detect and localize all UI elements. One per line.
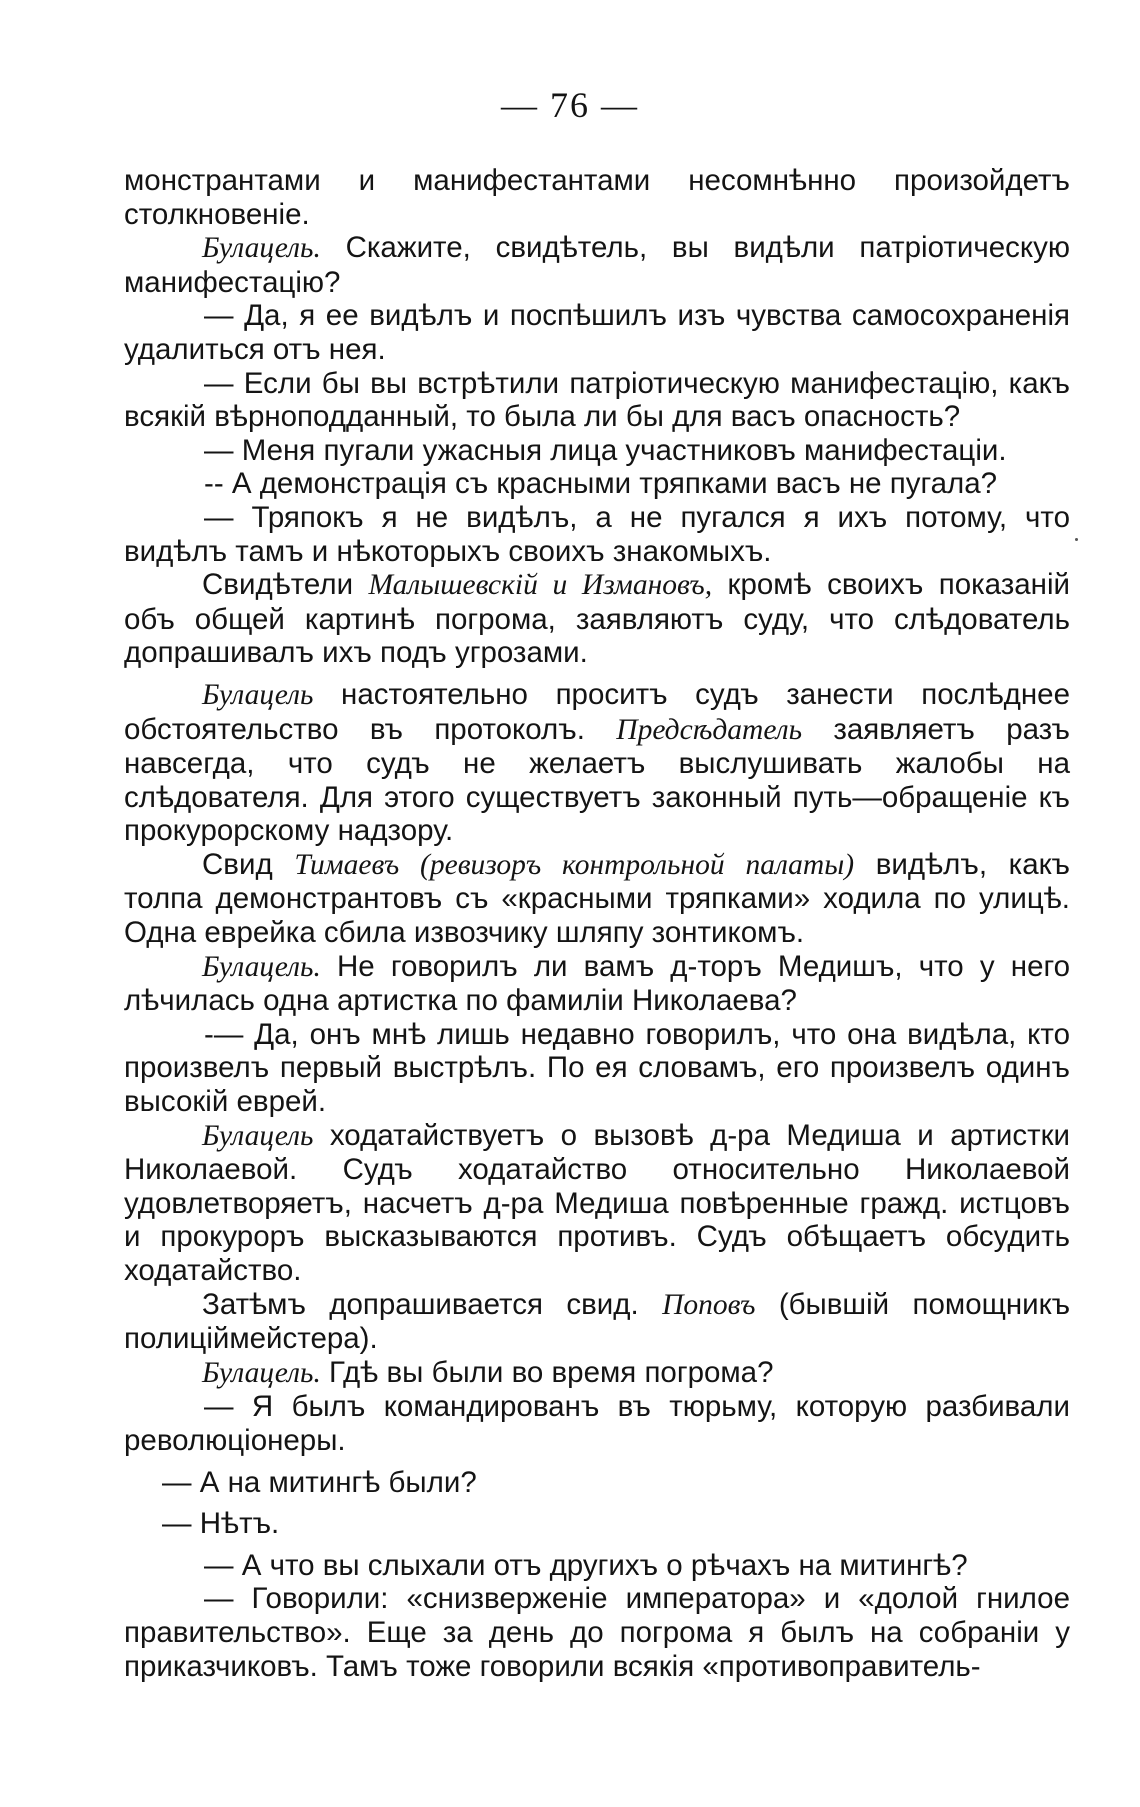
paragraph [124, 299, 1070, 366]
paragraph [124, 467, 1070, 501]
paragraph [124, 1507, 1070, 1541]
text-run: — Да, я ее видѣлъ и поспѣшилъ изъ чувства самосохраненія удалиться отъ нея. [124, 299, 1070, 366]
text-run: — Я былъ командированъ въ тюрьму, которую разбивали революціонеры. [124, 1390, 1070, 1457]
speaker-name: Булацель [202, 1119, 314, 1152]
text-run: заявляетъ разъ навсегда, что судъ не желаетъ выслушивать жалобы на слѣдователя. Для этого существуетъ законный путь—обращеніе къ прокурорскому надзору. [124, 712, 1070, 848]
witness-name: Поповъ [662, 1288, 756, 1321]
text-run: — А что вы слыхали отъ другихъ о рѣчахъ на митингѣ? [204, 1548, 968, 1582]
text-run: — Тряпокъ я не видѣлъ, а не пугался я ихъ потому, что видѣлъ тамъ и нѣкоторыхъ своихъ знакомыхъ. [124, 500, 1070, 568]
text-run: ходатайствуетъ о вызовѣ д-ра Медиша и артистки Николаевой. Судъ ходатайство относительно Николаевой удовлетворяетъ, насчетъ д-ра Медиша повѣренные гражд. истцовъ и прокуроръ высказываются противъ. Судъ обѣщаетъ обсудить ходатайство. [124, 1118, 1070, 1287]
speaker-name: Булацель. [202, 950, 321, 983]
text-run: Свидѣтели [202, 568, 369, 602]
paragraph [124, 1119, 1070, 1288]
text-run: Затѣмъ допрашивается свид. [202, 1287, 663, 1321]
paragraph [124, 1549, 1070, 1583]
text-run: Свид [202, 847, 295, 881]
paragraph-gap [124, 1458, 1070, 1466]
witness-name: Тимаевъ (ревизоръ контрольной палаты) [294, 848, 855, 881]
paragraph [124, 1390, 1070, 1457]
print-speck [1075, 538, 1078, 541]
paragraph-gap [124, 1499, 1070, 1507]
paragraph [124, 568, 1070, 670]
text-run: видѣлъ, какъ толпа демонстрантовъ съ «красными тряпками» ходила по улицѣ. Одна еврейка сбила извозчику шляпу зонтикомъ. [124, 847, 1070, 950]
text-run: — Нѣтъ. [162, 1507, 280, 1541]
paragraph [124, 164, 1070, 231]
text-run: настоятельно проситъ судъ занести послѣднее обстоятельство въ протоколъ. [124, 677, 1070, 746]
paragraph [124, 848, 1070, 950]
text-run: Не говорилъ ли вамъ д-торъ Медишъ, что у него лѣчилась одна артистка по фамиліи Николаева? [124, 949, 1070, 1018]
text-run: -- А демонстрація съ красными тряпками васъ не пугала? [204, 467, 998, 501]
paragraph [124, 1288, 1070, 1356]
paragraph [124, 950, 1070, 1018]
paragraph-gap [124, 1541, 1070, 1549]
speaker-name: Булацель. [202, 232, 321, 265]
paragraph [124, 231, 1070, 299]
paragraph [124, 1018, 1070, 1119]
text-run: (бывшій помощникъ полиціймейстера). [124, 1287, 1071, 1356]
speaker-name: Булацель [202, 678, 314, 711]
speaker-name: Булацель. [202, 1356, 321, 1389]
text-run: монстрантами и манифестантами несомнѣнно произойдетъ столкновеніе. [124, 164, 1070, 231]
paragraph [124, 1582, 1070, 1683]
paragraph [124, 367, 1070, 434]
page-number: — 76 — [501, 85, 639, 125]
paragraph [124, 501, 1070, 568]
paragraph [124, 1356, 1070, 1391]
body-text [124, 164, 1070, 1683]
paragraph [124, 434, 1070, 468]
text-run: Скажите, свидѣтель, вы видѣли патріотическую манифестацію? [124, 231, 1070, 299]
text-run: Гдѣ вы были во время погрома? [320, 1355, 774, 1389]
text-run: — Говорили: «снизверженіе императора» и «долой гнилое правительство». Еще за день до погрома я былъ на собраніи у приказчиковъ. Тамъ тоже говорили всякія «противоправитель- [124, 1582, 1070, 1683]
text-run: — Если бы вы встрѣтили патріотическую манифестацію, какъ всякій вѣрноподданный, то была ли бы для васъ опасность? [124, 366, 1070, 434]
speaker-name: Предсѣдатель [616, 713, 802, 746]
text-run: -— Да, онъ мнѣ лишь недавно говорилъ, что она видѣла, кто произвелъ первый выстрѣлъ. По ея словамъ, его произвелъ одинъ высокій еврей. [124, 1017, 1070, 1119]
paragraph [124, 678, 1070, 848]
text-run: кромѣ своихъ показаній объ общей картинѣ погрома, заявляютъ суду, что слѣдователь допрашивалъ ихъ подъ угрозами. [124, 568, 1070, 670]
paragraph-gap [124, 670, 1070, 678]
text-run: — А на митингѣ были? [162, 1465, 477, 1499]
text-run: — Меня пугали ужасныя лица участниковъ манифестаціи. [204, 433, 1007, 467]
witness-names: Малышевскій и Измановъ, [368, 569, 713, 602]
paragraph [124, 1466, 1070, 1500]
